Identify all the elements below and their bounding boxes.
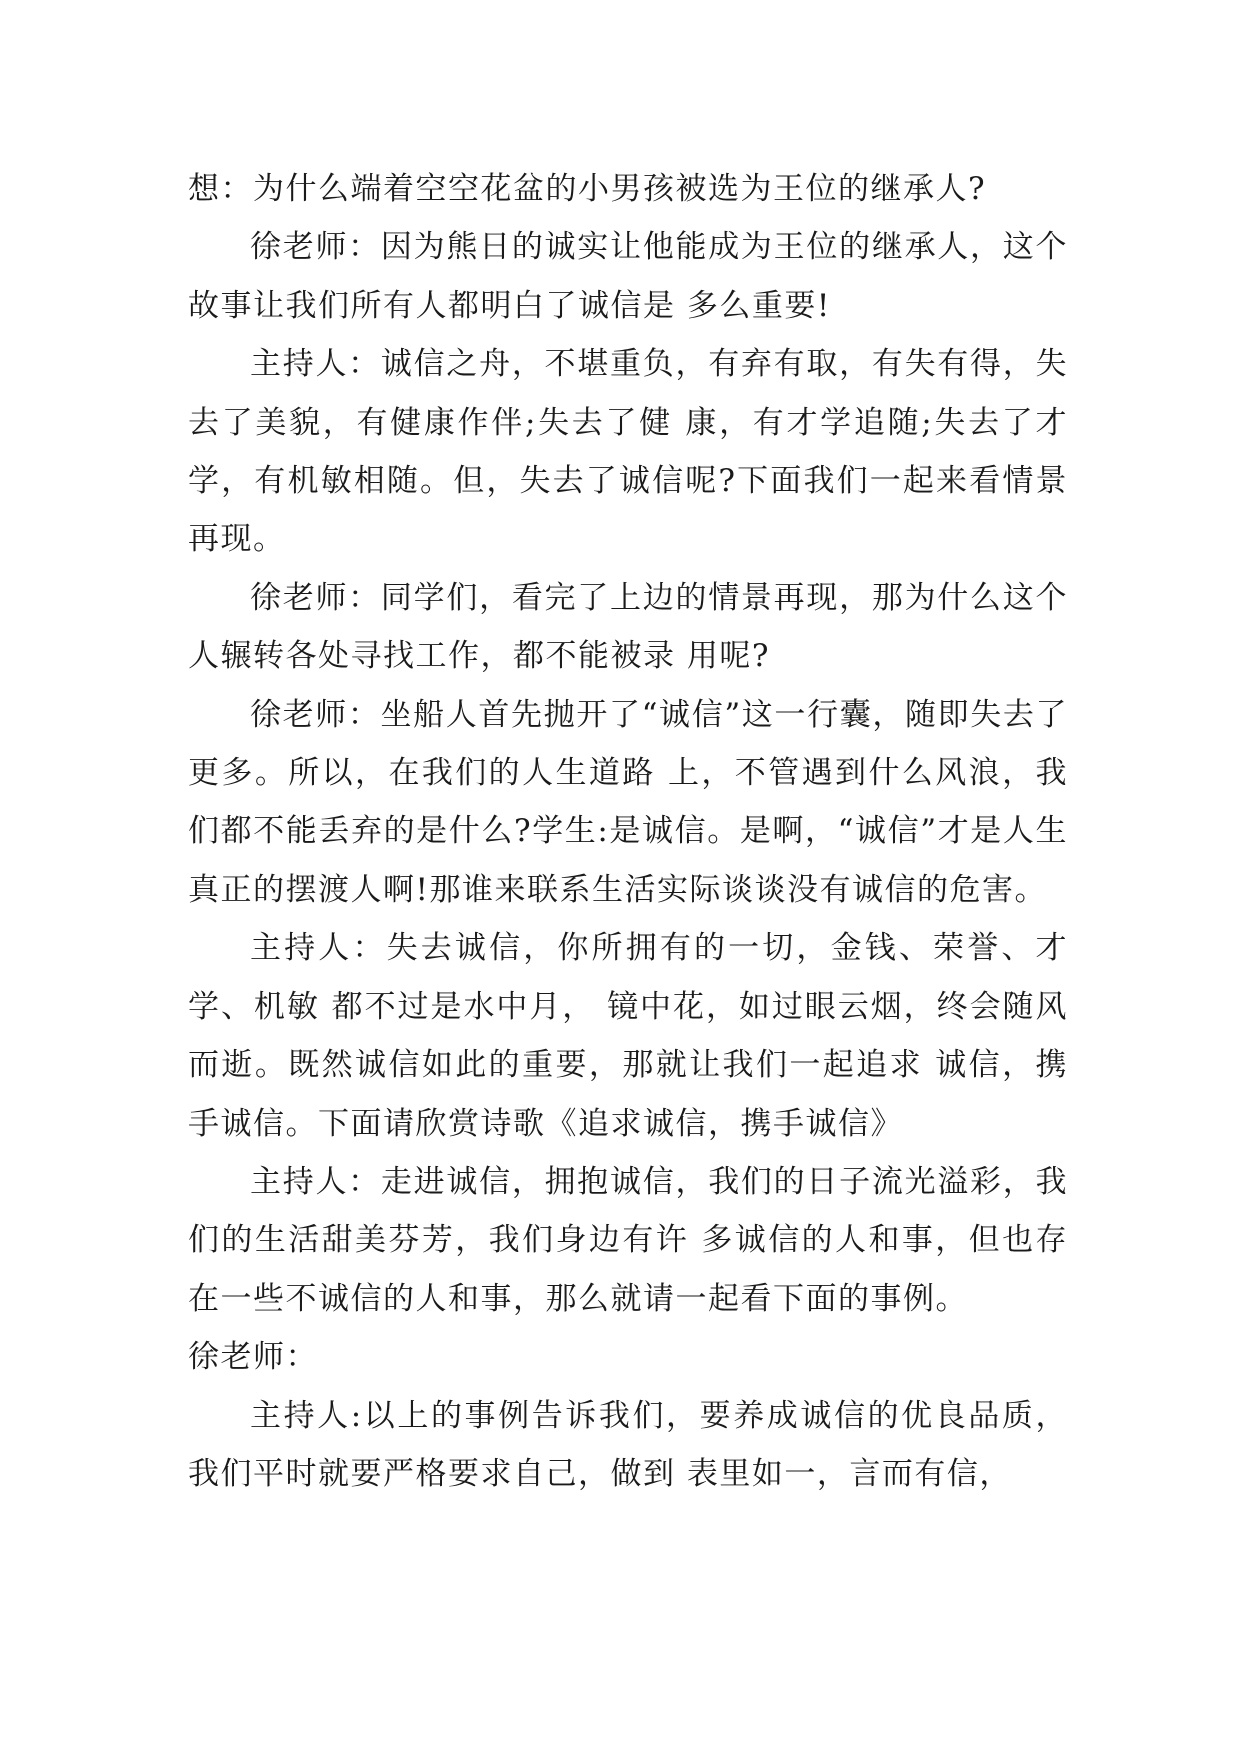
paragraph-7: 主持人：走进诚信，拥抱诚信，我们的日子流光溢彩，我们的生活甜美芬芳，我们身边有许 多诚信的人和事，但也存在一些不诚信的人和事，那么就请一起看下面的事例。 (188, 1163, 1068, 1317)
document-body (188, 160, 1068, 1503)
paragraph-4: 徐老师：同学们，看完了上边的情景再现，那为什么这个人辗转各处寻找工作，都不能被录 用呢? (188, 579, 1068, 675)
paragraph-5: 徐老师：坐船人首先抛开了“诚信”这一行囊，随即失去了更多。所以，在我们的人生道路 上，不管遇到什么风浪，我们都不能丢弃的是什么?学生:是诚信。是啊，“诚信”才是人生真正的摆渡人啊!那谁来联系生活实际谈谈没有诚信的危害。 (188, 696, 1068, 908)
paragraph-1: 想：为什么端着空空花盆的小男孩被选为王位的继承人? (188, 171, 987, 207)
paragraph-9: 主持人:以上的事例告诉我们，要养成诚信的优良品质，我们平时就要严格要求自己，做到 表里如一，言而有信， (188, 1397, 1068, 1492)
paragraph-6: 主持人：失去诚信，你所拥有的一切，金钱、荣誉、才学、机敏 都不过是水中月， 镜中花，如过眼云烟，终会随风而逝。既然诚信如此的重要，那就让我们一起追求 诚信，携手诚信。下面请欣赏诗歌《追求诚信，携手诚信》 (188, 930, 1068, 1142)
paragraph-2: 徐老师：因为熊日的诚实让他能成为王位的继承人，这个故事让我们所有人都明白了诚信是 多么重要! (188, 229, 1068, 324)
paragraph-3: 主持人：诚信之舟，不堪重负，有弃有取，有失有得，失去了美貌，有健康作伴;失去了健 康，有才学追随;失去了才学，有机敏相随。但，失去了诚信呢?下面我们一起来看情景再现。 (188, 346, 1068, 558)
paragraph-8: 徐老师： (188, 1339, 318, 1376)
